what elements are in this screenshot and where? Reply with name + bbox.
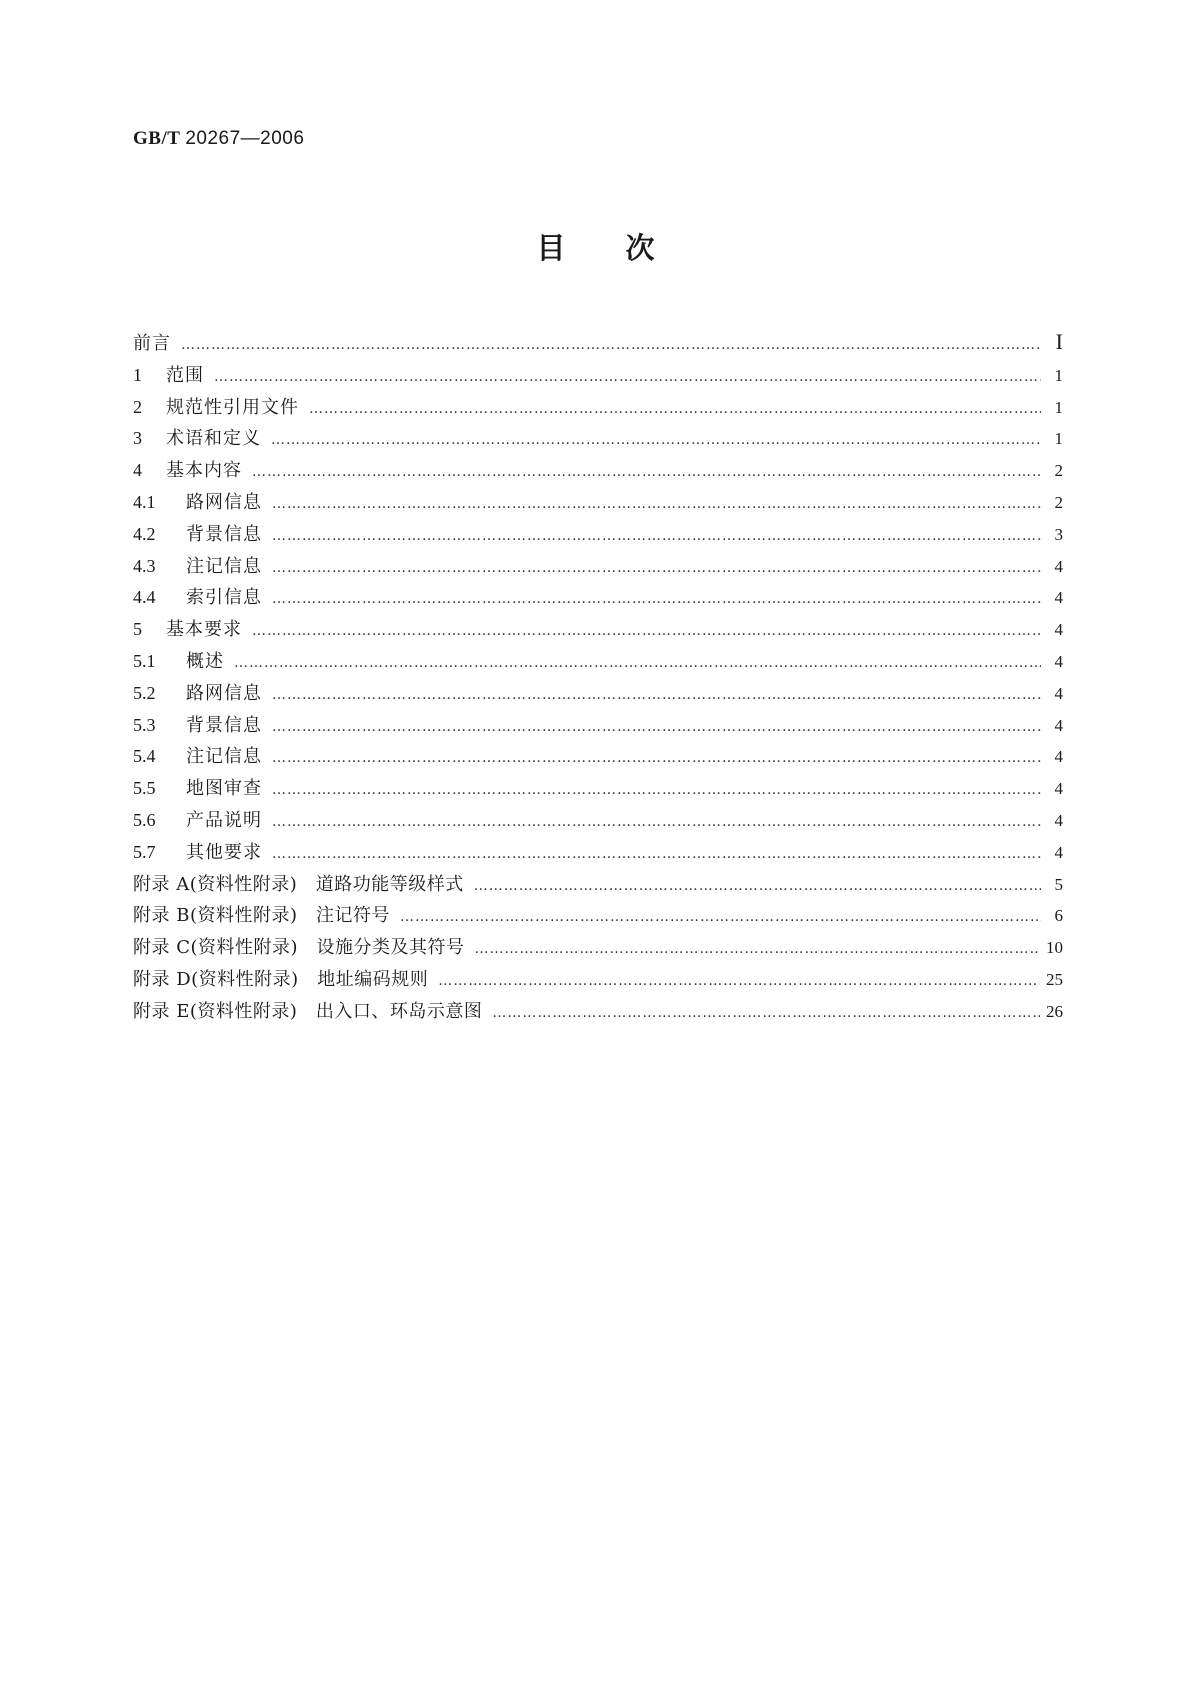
toc-entry-number: 3 bbox=[133, 428, 142, 449]
toc-entry-page: 4 bbox=[1054, 810, 1063, 830]
toc-entry-label: 地图审查 bbox=[186, 778, 262, 800]
toc-leader-dots bbox=[252, 465, 1041, 479]
toc-entry-page: I bbox=[1055, 329, 1063, 354]
toc-leader-dots bbox=[272, 497, 1041, 511]
toc-entry[interactable] bbox=[133, 997, 1063, 1029]
toc-entry[interactable] bbox=[133, 742, 1063, 774]
toc-entry-label: 背景信息 bbox=[186, 523, 262, 545]
toc-entry-label: 产品说明 bbox=[186, 809, 262, 831]
toc-entry[interactable] bbox=[133, 711, 1063, 743]
toc-entry-label: 其他要求 bbox=[186, 841, 262, 863]
toc-entry-page: 4 bbox=[1054, 620, 1063, 640]
toc-leader-dots bbox=[474, 879, 1041, 893]
toc-entry-page: 2 bbox=[1054, 461, 1063, 481]
toc-entry[interactable] bbox=[133, 456, 1063, 488]
toc-entry[interactable] bbox=[133, 870, 1063, 902]
table-of-contents bbox=[133, 329, 1063, 1029]
toc-leader-dots bbox=[234, 656, 1041, 670]
standard-code bbox=[133, 128, 304, 150]
toc-entry[interactable] bbox=[133, 393, 1063, 425]
toc-leader-dots bbox=[272, 529, 1041, 543]
toc-leader-dots bbox=[252, 624, 1041, 638]
toc-entry-number: 4.3 bbox=[133, 555, 156, 576]
toc-entry[interactable] bbox=[133, 806, 1063, 838]
toc-entry-page: 10 bbox=[1046, 938, 1063, 958]
toc-entry-label: 规范性引用文件 bbox=[166, 396, 299, 418]
toc-leader-dots bbox=[272, 688, 1041, 702]
toc-entry[interactable] bbox=[133, 552, 1063, 584]
toc-entry-page: 4 bbox=[1054, 556, 1063, 576]
toc-leader-dots bbox=[271, 433, 1041, 447]
standard-number: 20267—2006 bbox=[185, 128, 305, 149]
toc-entry-number: 2 bbox=[133, 396, 142, 417]
toc-entry-number: 5.3 bbox=[133, 714, 156, 735]
toc-entry-label: 前言 bbox=[133, 333, 171, 354]
toc-entry[interactable] bbox=[133, 647, 1063, 679]
toc-entry-label: 路网信息 bbox=[186, 491, 262, 513]
toc-entry-page: 3 bbox=[1054, 524, 1063, 544]
toc-entry-number: 5.6 bbox=[133, 809, 156, 830]
toc-entry-page: 1 bbox=[1054, 429, 1063, 449]
toc-entry-label: 基本要求 bbox=[166, 619, 242, 641]
toc-entry-label: 背景信息 bbox=[186, 714, 262, 736]
page-title: 目次 bbox=[536, 231, 715, 265]
toc-entry-label: 基本内容 bbox=[166, 460, 242, 482]
toc-entry-number: 4.2 bbox=[133, 523, 156, 544]
toc-leader-dots bbox=[272, 751, 1041, 765]
toc-entry-label: 路网信息 bbox=[186, 682, 262, 704]
toc-leader-dots bbox=[475, 942, 1040, 956]
toc-entry-page: 4 bbox=[1054, 651, 1063, 671]
toc-entry-label: 附录 A(资料性附录) 道路功能等级样式 bbox=[133, 873, 464, 895]
toc-entry[interactable] bbox=[133, 679, 1063, 711]
toc-entry[interactable] bbox=[133, 520, 1063, 552]
toc-entry-page: 4 bbox=[1054, 715, 1063, 735]
toc-leader-dots bbox=[181, 338, 1041, 352]
toc-entry[interactable] bbox=[133, 583, 1063, 615]
toc-entry-number: 5.5 bbox=[133, 778, 156, 799]
toc-leader-dots bbox=[309, 402, 1041, 416]
toc-entry-page: 4 bbox=[1054, 588, 1063, 608]
toc-entry[interactable] bbox=[133, 424, 1063, 456]
toc-leader-dots bbox=[272, 815, 1041, 829]
toc-entry-number: 5.1 bbox=[133, 650, 156, 671]
toc-entry-number: 5.2 bbox=[133, 682, 156, 703]
toc-entry-number: 4.1 bbox=[133, 491, 156, 512]
toc-entry[interactable] bbox=[133, 838, 1063, 870]
toc-entry-label: 范围 bbox=[166, 364, 204, 386]
toc-leader-dots bbox=[438, 974, 1040, 988]
toc-entry-page: 2 bbox=[1054, 492, 1063, 512]
toc-leader-dots bbox=[492, 1006, 1040, 1020]
toc-entry[interactable] bbox=[133, 965, 1063, 997]
toc-entry-number: 1 bbox=[133, 364, 142, 385]
toc-entry-page: 4 bbox=[1054, 683, 1063, 703]
toc-entry-number: 5.4 bbox=[133, 746, 156, 767]
toc-leader-dots bbox=[272, 592, 1041, 606]
toc-entry-label: 附录 E(资料性附录) 出入口、环岛示意图 bbox=[133, 1000, 483, 1022]
toc-entry-label: 索引信息 bbox=[186, 587, 262, 609]
standard-prefix: GB/T bbox=[133, 128, 186, 149]
toc-entry-page: 1 bbox=[1054, 365, 1063, 385]
toc-leader-dots bbox=[272, 783, 1041, 797]
toc-leader-dots bbox=[400, 910, 1041, 924]
toc-entry-page: 4 bbox=[1054, 779, 1063, 799]
toc-entry-label: 附录 B(资料性附录) 注记符号 bbox=[133, 905, 390, 927]
toc-leader-dots bbox=[272, 847, 1041, 861]
toc-entry-label: 注记信息 bbox=[186, 555, 262, 577]
toc-entry[interactable] bbox=[133, 774, 1063, 806]
toc-entry-page: 26 bbox=[1046, 1001, 1063, 1021]
toc-entry-page: 6 bbox=[1054, 906, 1063, 926]
toc-entry[interactable] bbox=[133, 329, 1063, 361]
toc-entry[interactable] bbox=[133, 361, 1063, 393]
toc-entry-number: 5.7 bbox=[133, 841, 156, 862]
toc-leader-dots bbox=[272, 561, 1041, 575]
toc-leader-dots bbox=[214, 370, 1041, 384]
toc-entry-page: 4 bbox=[1054, 842, 1063, 862]
toc-entry-page: 5 bbox=[1054, 874, 1063, 894]
toc-entry-label: 概述 bbox=[186, 650, 224, 672]
toc-entry-number: 4 bbox=[133, 460, 142, 481]
toc-entry-number: 5 bbox=[133, 619, 142, 640]
toc-entry-label: 附录 C(资料性附录) 设施分类及其符号 bbox=[133, 937, 465, 959]
toc-entry-page: 25 bbox=[1046, 969, 1063, 989]
toc-entry[interactable] bbox=[133, 488, 1063, 520]
toc-entry-label: 术语和定义 bbox=[166, 428, 261, 450]
toc-entry-page: 1 bbox=[1054, 397, 1063, 417]
toc-entry[interactable] bbox=[133, 933, 1063, 965]
toc-entry-number: 4.4 bbox=[133, 587, 156, 608]
toc-entry-label: 附录 D(资料性附录) 地址编码规则 bbox=[133, 968, 429, 990]
toc-leader-dots bbox=[272, 720, 1041, 734]
toc-entry-label: 注记信息 bbox=[186, 746, 262, 768]
toc-entry-page: 4 bbox=[1054, 747, 1063, 767]
toc-entry[interactable] bbox=[133, 615, 1063, 647]
toc-entry[interactable] bbox=[133, 901, 1063, 933]
